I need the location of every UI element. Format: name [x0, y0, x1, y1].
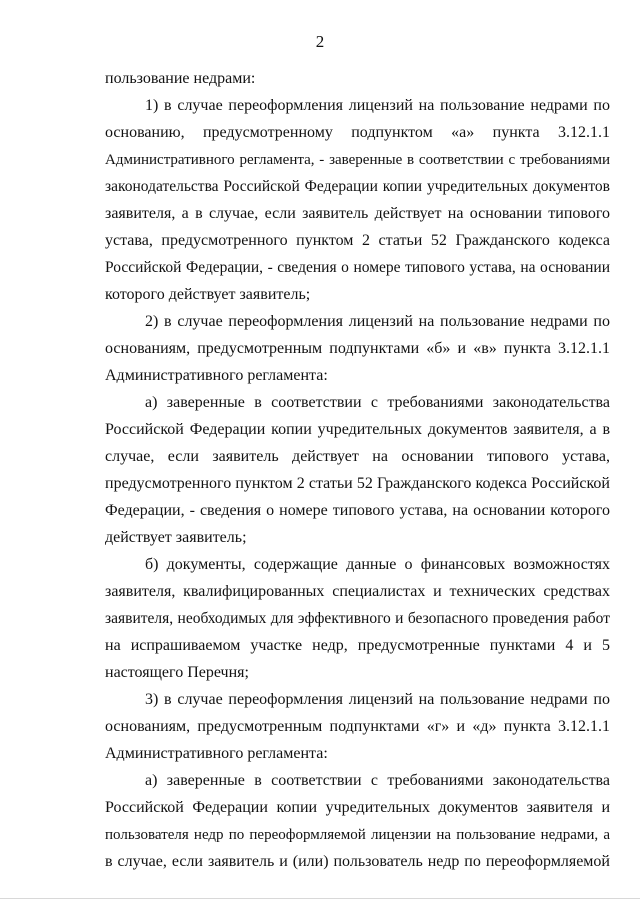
text-line: устава, предусмотренного пунктом 2 статьи 52 Гражданского кодекса — [105, 232, 610, 249]
text-line: действует заявитель; — [105, 529, 247, 546]
text-line: Российской Федерации копии учредительных документов заявителя и — [105, 799, 610, 816]
scan-edge-divider — [0, 898, 640, 899]
text-line: 3) в случае переоформления лицензий на пользование недрами по — [145, 691, 610, 708]
text-line: Административного регламента: — [105, 367, 328, 384]
text-line: а) заверенные в соответствии с требованиями законодательства — [145, 772, 610, 789]
page-number: 2 — [315, 32, 325, 51]
text-line: основанию, предусмотренному подпунктом «а» пункта 3.12.1.1 — [105, 124, 610, 141]
text-line: заявителя, квалифицированных специалистах и технических средствах — [105, 583, 610, 600]
text-line: пользователя недр по переоформляемой лицензии на пользование недрами, а — [105, 827, 610, 843]
text-line: заявителя, необходимых для эффективного и безопасного проведения работ — [105, 610, 610, 627]
text-line: заявителя, а в случае, если заявитель действует на основании типового — [105, 205, 610, 222]
text-line: настоящего Перечня; — [105, 664, 249, 681]
text-line: Федерации, - сведения о номере типового устава, на основании которого — [105, 502, 610, 519]
text-line: б) документы, содержащие данные о финансовых возможностях — [145, 556, 610, 573]
text-line: 1) в случае переоформления лицензий на пользование недрами по — [145, 97, 610, 114]
text-line: на испрашиваемом участке недр, предусмотренные пунктами 4 и 5 — [105, 637, 610, 654]
text-line: в случае, если заявитель и (или) пользователь недр по переоформляемой — [105, 853, 610, 870]
text-line: предусмотренного пунктом 2 статьи 52 Гражданского кодекса Российской — [105, 475, 610, 492]
text-line: пользование недрами: — [105, 70, 256, 87]
text-line: законодательства Российской Федерации копии учредительных документов — [105, 178, 610, 195]
text-line: 2) в случае переоформления лицензий на пользование недрами по — [145, 313, 610, 330]
text-line: Административного регламента, - заверенные в соответствии с требованиями — [105, 152, 610, 168]
text-line: а) заверенные в соответствии с требованиями законодательства — [145, 394, 610, 411]
text-line: Российской Федерации копии учредительных документов заявителя, а в — [105, 421, 610, 438]
text-line: случае, если заявитель действует на основании типового устава, — [105, 448, 610, 465]
text-line: которого действует заявитель; — [105, 286, 311, 303]
text-line: Российской Федерации, - сведения о номере типового устава, на основании — [105, 259, 610, 276]
text-line: Административного регламента: — [105, 745, 328, 762]
text-line: основаниям, предусмотренным подпунктами «г» и «д» пункта 3.12.1.1 — [105, 718, 610, 735]
text-line: основаниям, предусмотренным подпунктами «б» и «в» пункта 3.12.1.1 — [105, 340, 610, 357]
